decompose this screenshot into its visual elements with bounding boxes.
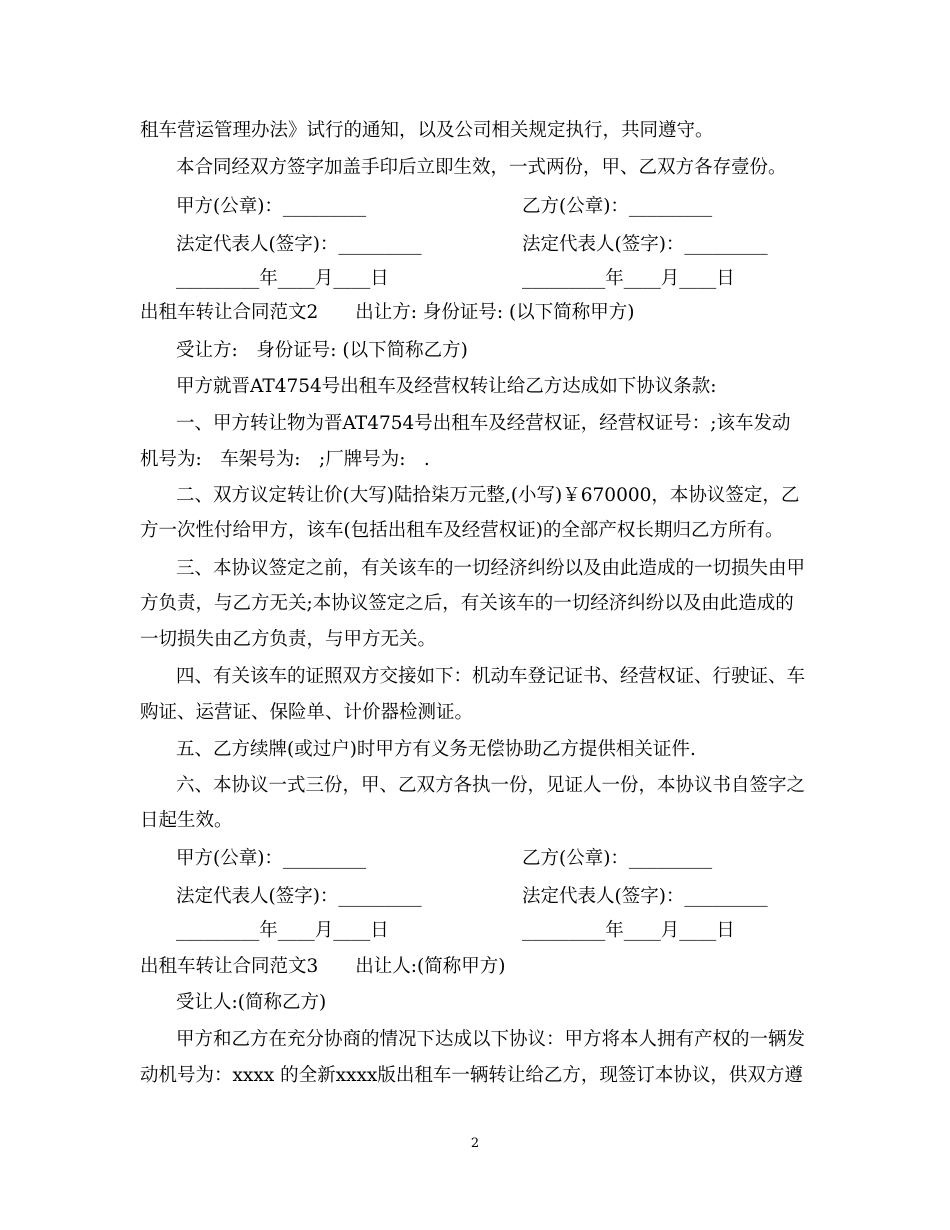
party-a-date: _________年____月____日 — [176, 920, 389, 941]
party-b-rep: 法定代表人(签字)：_________ — [522, 234, 768, 255]
clause-text: 六、本协议一式三份，甲、乙双方各执一份，见证人一份，本协议书自签字之 — [176, 775, 806, 796]
paragraph-text: 甲方和乙方在充分协商的情况下达成以下协议：甲方将本人拥有产权的一辆发 — [176, 1029, 806, 1050]
page-number: 2 — [470, 1136, 480, 1151]
party-a-rep: 法定代表人(签字)：_________ — [176, 886, 422, 907]
clause-text: 方负责，与乙方无关;本协议签定之后，有关该车的一切经济纠纷以及由此造成的 — [140, 593, 794, 614]
clause-text: 五、乙方续牌(或过户)时甲方有义务无偿协助乙方提供相关证件. — [176, 739, 696, 760]
clause-text: 一切损失由乙方负责，与甲方无关。 — [140, 629, 437, 650]
clause-text: 三、本协议签定之前，有关该车的一切经济纠纷以及由此造成的一切损失由甲 — [176, 558, 806, 579]
clause-text: 四、有关该车的证照双方交接如下：机动车登记证书、经营权证、行驶证、车 — [176, 666, 806, 687]
paragraph-text: 受让方: 身份证号: (以下简称乙方) — [176, 340, 468, 361]
party-a-seal: 甲方(公章)：_________ — [176, 196, 367, 217]
party-a-seal: 甲方(公章)：_________ — [176, 848, 367, 869]
party-b-rep: 法定代表人(签字)：_________ — [522, 886, 768, 907]
paragraph-text: 甲方就晋AT4754号出租车及经营权转让给乙方达成如下协议条款: — [176, 376, 717, 397]
clause-text: 日起生效。 — [140, 810, 233, 831]
clause-text: 机号为: 车架号为: ;厂牌号为: . — [140, 449, 430, 470]
clause-text: 一、甲方转让物为晋AT4754号出租车及经营权证，经营权证号：;该车发动 — [176, 413, 791, 434]
section-heading: 出租车转让合同范文3 出让人:(简称甲方) — [140, 956, 506, 977]
paragraph-text: 本合同经双方签字加盖手印后立即生效，一式两份，甲、乙双方各存壹份。 — [176, 157, 787, 178]
paragraph-text: 动机号为：xxxx 的全新xxxx版出租车一辆转让给乙方，现签订本协议，供双方遵 — [140, 1065, 803, 1086]
paragraph-text: 租车营运管理办法》试行的通知，以及公司相关规定执行，共同遵守。 — [140, 120, 714, 141]
party-b-date: _________年____月____日 — [522, 920, 735, 941]
party-a-rep: 法定代表人(签字)：_________ — [176, 234, 422, 255]
clause-text: 方一次性付给甲方，该车(包括出租车及经营权证)的全部产权长期归乙方所有。 — [140, 520, 784, 541]
party-b-date: _________年____月____日 — [522, 268, 735, 289]
party-b-seal: 乙方(公章)：_________ — [522, 196, 713, 217]
clause-text: 购证、运营证、保险单、计价器检测证。 — [140, 702, 474, 723]
section-heading: 出租车转让合同范文2 出让方: 身份证号: (以下简称甲方) — [140, 302, 635, 323]
clause-text: 二、双方议定转让价(大写)陆拾柒万元整,(小写)￥670000，本协议签定，乙 — [176, 485, 800, 506]
party-a-date: _________年____月____日 — [176, 268, 389, 289]
paragraph-text: 受让人:(简称乙方) — [176, 992, 327, 1013]
party-b-seal: 乙方(公章)：_________ — [522, 848, 713, 869]
